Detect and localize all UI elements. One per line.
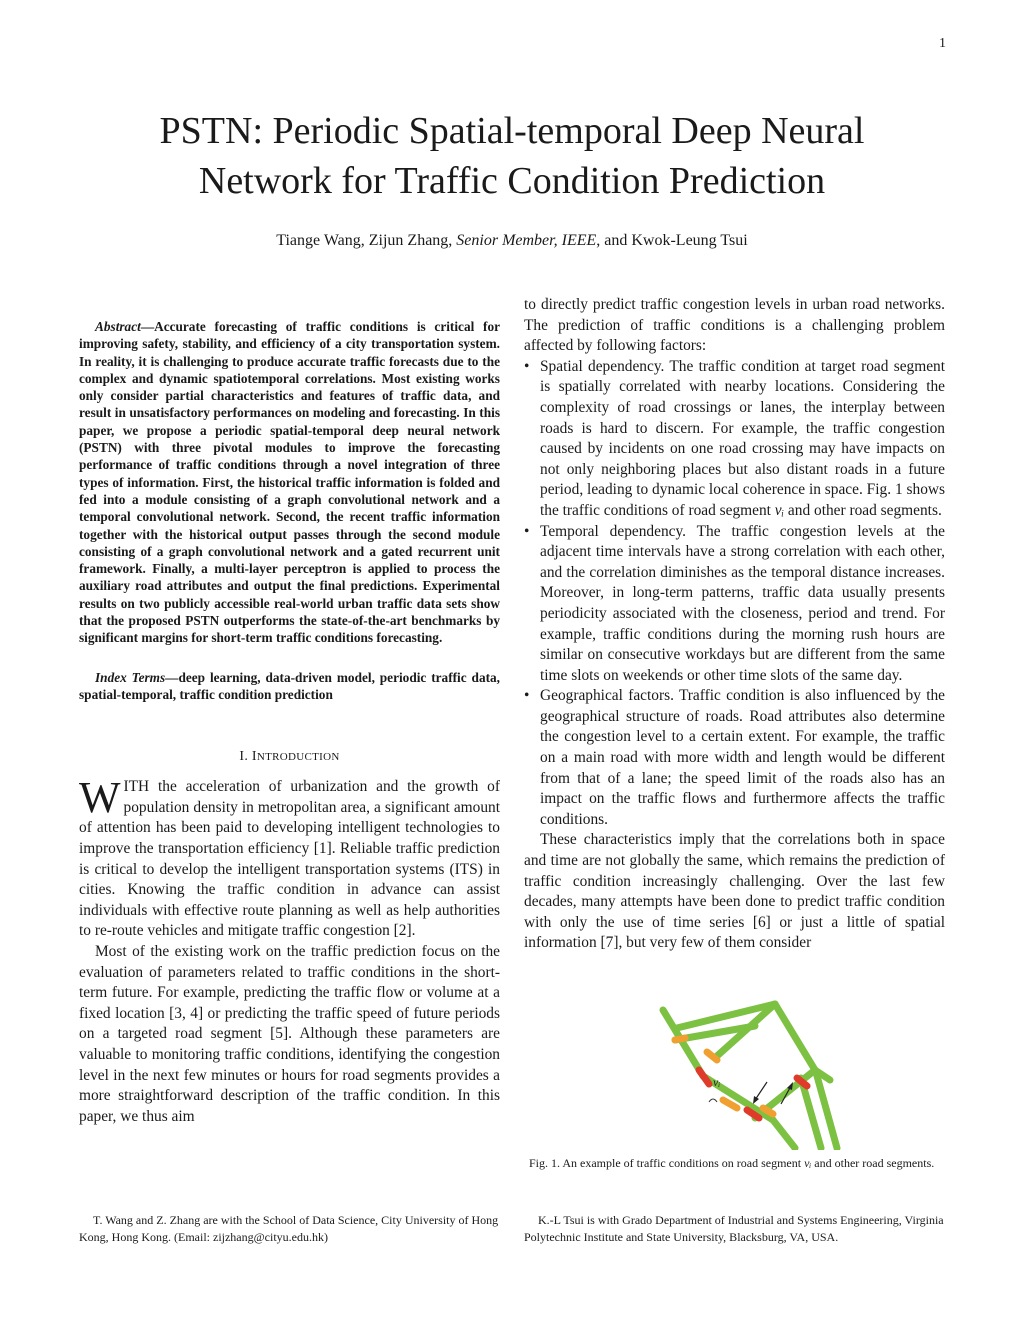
bullet-text-tail: and other road segments. — [784, 501, 942, 519]
section-rest: NTRODUCTION — [256, 751, 340, 764]
road-segment — [773, 1120, 795, 1148]
list-item — [524, 357, 945, 522]
list-item — [524, 522, 945, 687]
intro-paragraph-2: Most of the existing work on the traffic prediction focus on the evaluation of parameters related to traffic conditions in the short-term future. For example, predicting the traffic flow or volume at a fixed location [3, 4] or predicting the traffic speed of future periods on a targeted road segment [5]. Although these parameters are valuable to monitoring traffic conditions, identifying the congestion level in the next few minutes or hours for road segments provides a more straightforward description of the traffic condition. In this paper, we thus aim — [79, 942, 500, 1125]
bullet-icon: • — [524, 522, 530, 540]
abstract — [79, 318, 500, 647]
page-number: 1 — [939, 36, 946, 51]
vi-label: vᵢ — [713, 1075, 721, 1089]
bullet-text: Temporal dependency. The traffic congestion levels at the adjacent time intervals have a strong correlation with each other, and the correlation diminishes as the temporal distance increases. Moreover, in long-term patterns, traffic data usually presents periodicity associated with the closeness, period and trend. For example, traffic conditions during the morning rush hours are similar on consecutive workdays but are different from the same time slots on weekends or other time slots of the same day. — [540, 522, 945, 684]
abstract-label: Abstract — [95, 319, 141, 334]
bullet-text: Geographical factors. Traffic condition is also influenced by the geographical structure of roads. Road attributes also determine the congestion level to a certain extent. For example, the traffic on a main road with more width and length would be different from that of a lane; the speed limit of the roads also has an impact on the traffic flows and furthermore affects the traffic conditions. — [540, 687, 945, 828]
index-terms-label: Index Terms — [95, 669, 166, 685]
footnote-left: T. Wang and Z. Zhang are with the School of Data Science, City University of Hong Kong, Hong Kong. (Email: zijzhang@cityu.edu.hk) — [79, 1213, 499, 1244]
factor-list — [524, 357, 945, 831]
right-paragraph-continued: to directly predict traffic congestion levels in urban road networks. The prediction of traffic conditions is a challenging problem affected by following factors: — [524, 296, 945, 355]
paper-title — [0, 106, 1024, 206]
section-heading-introduction — [79, 749, 500, 765]
math-var: vᵢ — [774, 501, 785, 519]
index-terms — [79, 669, 500, 704]
bullet-icon: • — [524, 687, 530, 705]
bullet-text: Spatial dependency. The traffic condition at target road segment is spatially correlated with nearby locations. Considering the complexity of road crossings or lanes, the interplay between roads is hard to discern. For example, the traffic congestion caused by incidents on one road crossing may have impacts on not only neighboring places but also distant roads in a future period, leading to dynamic local coherence in space. Fig. 1 shows the traffic conditions of road segment — [540, 357, 945, 519]
caption-suffix: and other road segments. — [811, 1156, 935, 1170]
index-terms-text: —deep learning, data-driven model, periodic traffic data, spatial-temporal, traffic condition prediction — [79, 669, 500, 702]
list-item — [524, 686, 945, 830]
intro-p1-text: ITH the acceleration of urbanization and the growth of population density in metropolitan area, a significant amount of attention has been paid to developing intelligent technologies to improve the transportation efficiency [1]. Reliable traffic prediction is critical to develop the intelligent transportation systems (ITS) in cities. Knowing the traffic condition in advance can assist individuals with effective route planning as well as help authorities to re-route vehicles and mitigate traffic congestion [2]. — [79, 778, 500, 940]
section-numeral: I. — [239, 749, 252, 765]
footnote-right: K.-L Tsui is with Grado Department of Industrial and Systems Engineering, Virginia Polytechnic Institute and State University, Blacksburg, VA, USA. — [524, 1213, 944, 1244]
section-cap: I — [251, 749, 257, 765]
caption-var: vᵢ — [804, 1156, 812, 1170]
abstract-text: —Accurate forecasting of traffic conditions is critical for improving safety, stability, and efficiency of a city transportation system. In reality, it is challenging to produce accurate traffic forecasts due to the complex and dynamic spatiotemporal correlations. Most existing works only consider partial characteristics and features of traffic data, and result in unsatisfactory performances on modeling and forecasting. In this paper, we propose a periodic spatial-temporal deep neural network (PSTN) with three pivotal modules to improve the forecasting performance of traffic conditions through a novel integration of three types of information. First, the historical traffic information is folded and fed into a module consisting of a graph convolutional network and a temporal convolutional network. Second, the recent traffic information together with the historical output passes through the second module consisting of a graph convolutional network and a gated recurrent unit framework. Finally, a multi-layer perceptron is applied to process the auxiliary road attributes and output the final predictions. Experimental results on two publicly accessible real-world urban traffic data sets show that the proposed PSTN outperforms the state-of-the-art benchmarks by significant margins for short-term traffic conditions forecasting. — [79, 319, 500, 646]
arrow-icon — [755, 1082, 767, 1100]
drop-cap: W — [79, 773, 121, 823]
congestion-segment — [675, 1038, 685, 1040]
caption-prefix: Fig. 1. An example of traffic conditions on road segment — [529, 1156, 805, 1170]
author-role: Senior Member, IEEE — [456, 232, 597, 249]
segment-brace — [709, 1099, 717, 1102]
bullet-icon: • — [524, 357, 530, 375]
right-column — [524, 295, 945, 954]
figure-caption — [529, 1155, 945, 1172]
title-line-1: PSTN: Periodic Spatial-temporal Deep Neural — [159, 110, 865, 152]
figure-road-network — [655, 1000, 845, 1150]
arrowhead-icon — [753, 1096, 759, 1104]
author-rest: , and Kwok-Leung Tsui — [596, 232, 748, 249]
author-line — [0, 232, 1024, 250]
road-network-diagram — [655, 1000, 845, 1150]
right-paragraph-after: These characteristics imply that the correlations both in space and time are not globally the same, which remains the prediction of traffic condition increasingly challenging. Over the last few decades, many attempts have been done to predict traffic condition with only the use of time series [6] or just a little of spatial information [7], but very few of them consider — [524, 831, 945, 952]
congestion-segment — [699, 1070, 709, 1084]
congestion-segment — [723, 1100, 737, 1108]
left-column — [79, 318, 500, 1127]
title-line-2: Network for Traffic Condition Prediction — [198, 160, 826, 202]
intro-paragraph-1 — [79, 773, 500, 942]
author-names: Tiange Wang, Zijun Zhang, — [276, 232, 457, 249]
road-segment — [775, 1004, 815, 1070]
